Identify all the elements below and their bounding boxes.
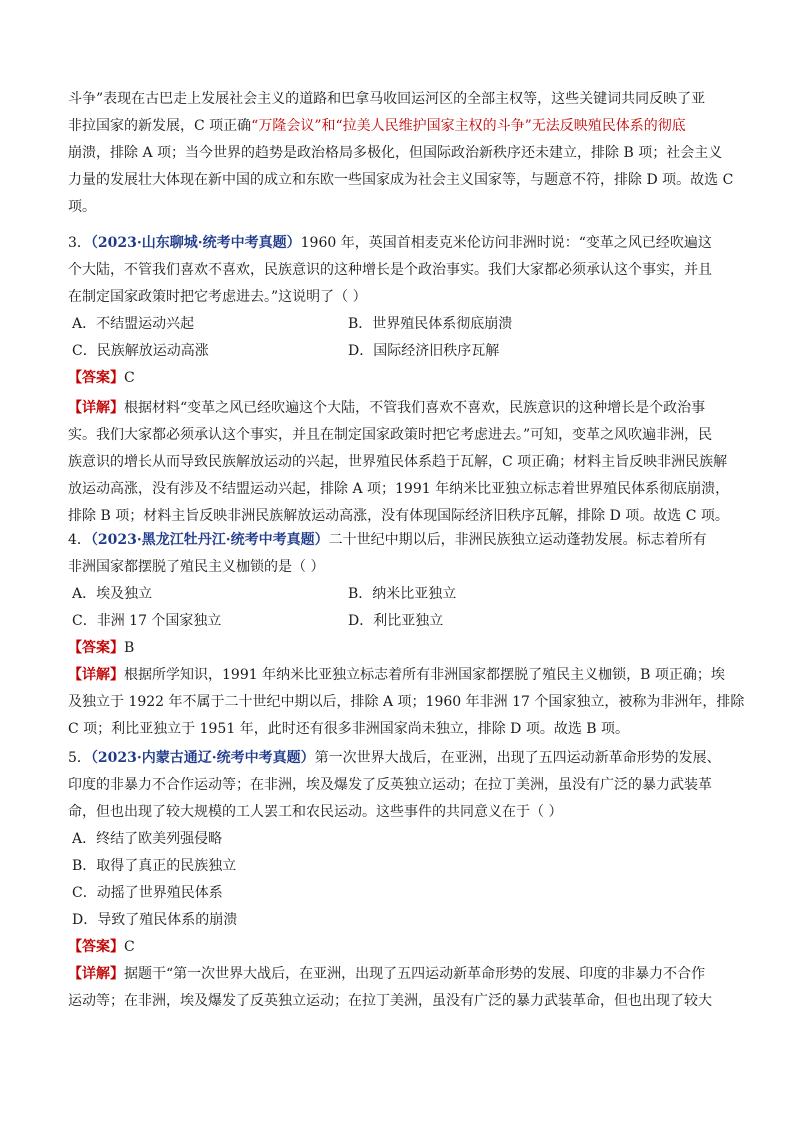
answer-line [68,635,728,662]
answer-tag: 【答案】 [68,370,124,386]
option-b: B．世界殖民体系彻底崩溃 [348,316,513,332]
detail-line: C 项；利比亚独立于 1951 年，此时还有很多非洲国家尚未独立，排除 D 项。故选 B 项。 [68,721,630,737]
detail-line: 实。我们大家都必须承认这个事实，并且在制定国家政策时把它考虑进去。”可知，变革之风吹遍非洲，民 [68,427,713,443]
detail-tag: 【详解】 [68,966,124,982]
detail-line: 【详解】根据材料“变革之风已经吹遍这个大陆，不管我们喜欢不喜欢，民族意识的这种增长是个政治事 [68,400,706,416]
answer-line [68,365,728,392]
option-c: C．动摇了世界殖民体系 [72,885,223,901]
detail-line: 【详解】根据所学知识，1991 年纳米比亚独立标志着所有非洲国家都摆脱了殖民主义枷锁，B 项正确；埃 [68,667,725,683]
detail-line: 【详解】据题干“第一次世界大战后，在亚洲，出现了五四运动新革命形势的发展、印度的非暴力不合作 [68,966,706,982]
option-c: C．民族解放运动高涨 [72,343,209,359]
intro-line: 斗争”表现在古巴走上发展社会主义的道路和巴拿马收回运河区的全部主权等，这些关键词共同反映了亚 [68,91,706,107]
option-a: A．终结了欧美列强侵略 [72,831,223,847]
detail-line: 及独立于 1922 年不属于二十世纪中期以后，排除 A 项；1960 年非洲 17 个国家独立，被称为非洲年，排除 [68,694,745,710]
detail-tag: 【详解】 [68,667,124,683]
answer-tag: 【答案】 [68,640,124,656]
question-4-stem: 非洲国家都摆脱了殖民主义枷锁的是（ ） [68,559,325,575]
intro-line: 力量的发展壮大体现在新中国的成立和东欧一些国家成为社会主义国家等，与题意不符，排除 D 项。故选 C [68,172,734,188]
question-3-stem: 个大陆，不管我们喜欢不喜欢，民族意识的这种增长是个政治事实。我们大家都必须承认这个事实，并且 [68,262,712,278]
detail-line: 运动等；在非洲，埃及爆发了反英独立运动；在拉丁美洲，虽没有广泛的暴力武装革命，但也出现了较大 [68,993,712,1009]
option-b: B．取得了真正的民族独立 [72,858,237,874]
detail-tag: 【详解】 [68,400,124,416]
question-source: （2023·内蒙古通辽·统考中考真题） [90,750,315,766]
option-b: B．纳米比亚独立 [348,586,457,602]
option-c: C．非洲 17 个国家独立 [72,613,222,629]
option-d: D．导致了殖民体系的崩溃 [72,912,238,928]
intro-line: 非拉国家的新发展，C 项正确“万隆会议”和“拉美人民维护国家主权的斗争”无法反映殖民体系的彻底 [68,118,686,134]
option-d: D．利比亚独立 [348,613,444,629]
question-5-stem: 5．（2023·内蒙古通辽·统考中考真题）第一次世界大战后，在亚洲，出现了五四运动新革命形势的发展、 [68,750,721,766]
answer-value: B [124,640,135,656]
question-4-stem: 4．（2023·黑龙江牡丹江·统考中考真题）二十世纪中期以后，非洲民族独立运动蓬勃发展。标志着所有 [68,532,707,548]
question-3-stem: 3．（2023·山东聊城·统考中考真题）1960 年，英国首相麦克米伦访问非洲时说：“变革之风已经吹遍这 [68,235,712,251]
intro-line: 崩溃，排除 A 项；当今世界的趋势是政治格局多极化，但国际政治新秩序还未建立，排除 B 项；社会主义 [68,145,723,161]
question-5-stem: 命，但也出现了较大规模的工人罢工和农民运动。这些事件的共同意义在于（ ） [68,804,563,820]
answer-line [68,934,728,961]
answer-value: C [124,939,135,955]
detail-line: 放运动高涨，没有涉及不结盟运动兴起，排除 A 项；1991 年纳米比亚独立标志着世界殖民体系彻底崩溃， [68,481,730,497]
question-source: （2023·黑龙江牡丹江·统考中考真题） [90,532,329,548]
option-d: D．国际经济旧秩序瓦解 [348,343,500,359]
question-5-stem: 印度的非暴力不合作运动等；在非洲，埃及爆发了反英独立运动；在拉丁美洲，虽没有广泛的暴力武装革 [68,777,712,793]
option-a: A．不结盟运动兴起 [72,316,195,332]
answer-value: C [124,370,135,386]
option-a: A．埃及独立 [72,586,153,602]
answer-tag: 【答案】 [68,939,124,955]
highlight-text: “万隆会议”和“拉美人民维护国家主权的斗争”无法反映殖民体系的彻底 [251,118,686,134]
detail-line: 排除 B 项；材料主旨反映非洲民族解放运动高涨，没有体现国际经济旧秩序瓦解，排除 D 项。故选 C 项。 [68,508,729,524]
question-3-stem: 在制定国家政策时把它考虑进去。”这说明了（ ） [68,289,367,305]
question-source: （2023·山东聊城·统考中考真题） [90,235,301,251]
detail-line: 族意识的增长从而导致民族解放运动的兴起，世界殖民体系趋于瓦解，C 项正确；材料主旨反映非洲民族解 [68,454,728,470]
intro-line: 项。 [68,199,96,215]
